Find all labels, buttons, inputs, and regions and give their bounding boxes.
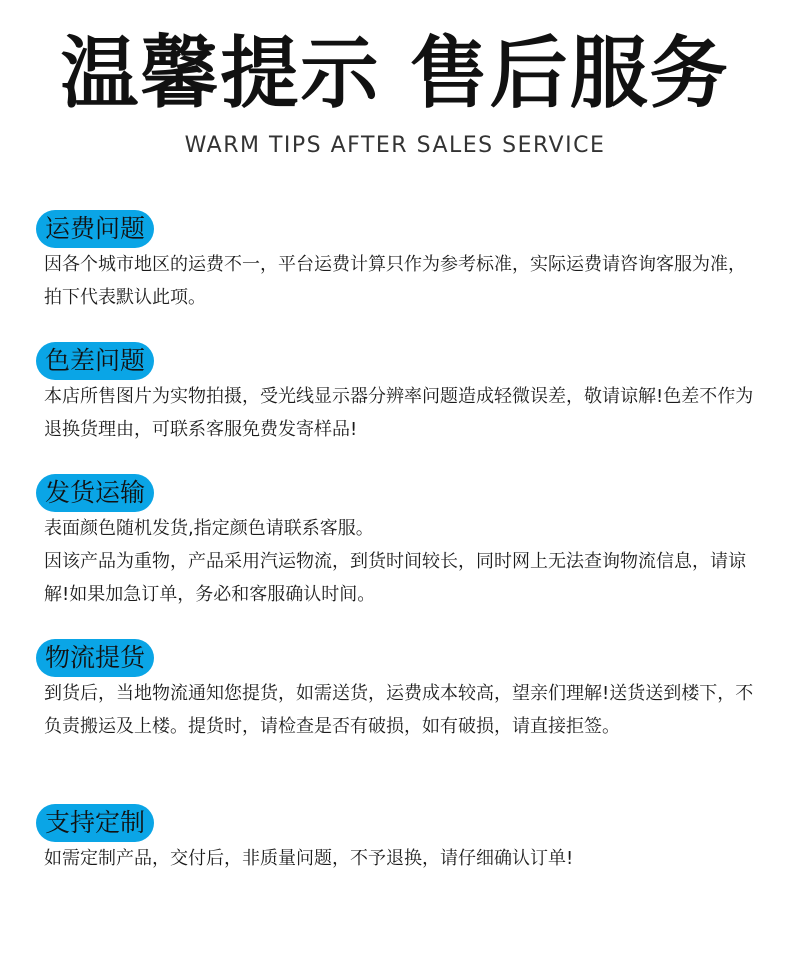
section-body [36,248,756,314]
section-paragraph: 本店所售图片为实物拍摄，受光线显示器分辨率问题造成轻微误差，敬请谅解!色差不作为退换货理由，可联系客服免费发寄样品! [44,386,754,440]
section-heading-badge: 发货运输 [36,474,154,512]
section-heading-badge: 色差问题 [36,342,154,380]
section-heading-badge: 支持定制 [36,804,154,842]
page-subtitle: WARM TIPS AFTER SALES SERVICE [184,133,606,158]
section-paragraph: 因各个城市地区的运费不一，平台运费计算只作为参考标准，实际运费请咨询客服为准，拍下代表默认此项。 [44,254,746,308]
section-body [36,380,756,446]
section-body [36,512,756,611]
section-pickup [36,639,756,743]
section-paragraph: 因该产品为重物，产品采用汽运物流，到货时间较长，同时网上无法查询物流信息，请谅解!如果加急订单，务必和客服确认时间。 [44,551,746,605]
section-delivery [36,474,756,611]
page-title: 温馨提示 售后服务 [60,29,730,119]
section-customization [36,804,756,875]
section-body [36,677,756,743]
section-color-difference [36,342,756,446]
section-heading-badge: 物流提货 [36,639,154,677]
section-shipping-fee [36,210,756,314]
section-body [36,842,756,875]
section-paragraph: 到货后，当地物流通知您提货，如需送货，运费成本较高，望亲们理解!送货送到楼下，不负责搬运及上楼。提货时，请检查是否有破损，如有破损，请直接拒签。 [44,683,754,737]
section-heading-badge: 运费问题 [36,210,154,248]
section-paragraph: 如需定制产品，交付后，非质量问题，不予退换，请仔细确认订单! [44,848,574,869]
section-paragraph: 表面颜色随机发货,指定颜色请联系客服。 [44,518,374,539]
